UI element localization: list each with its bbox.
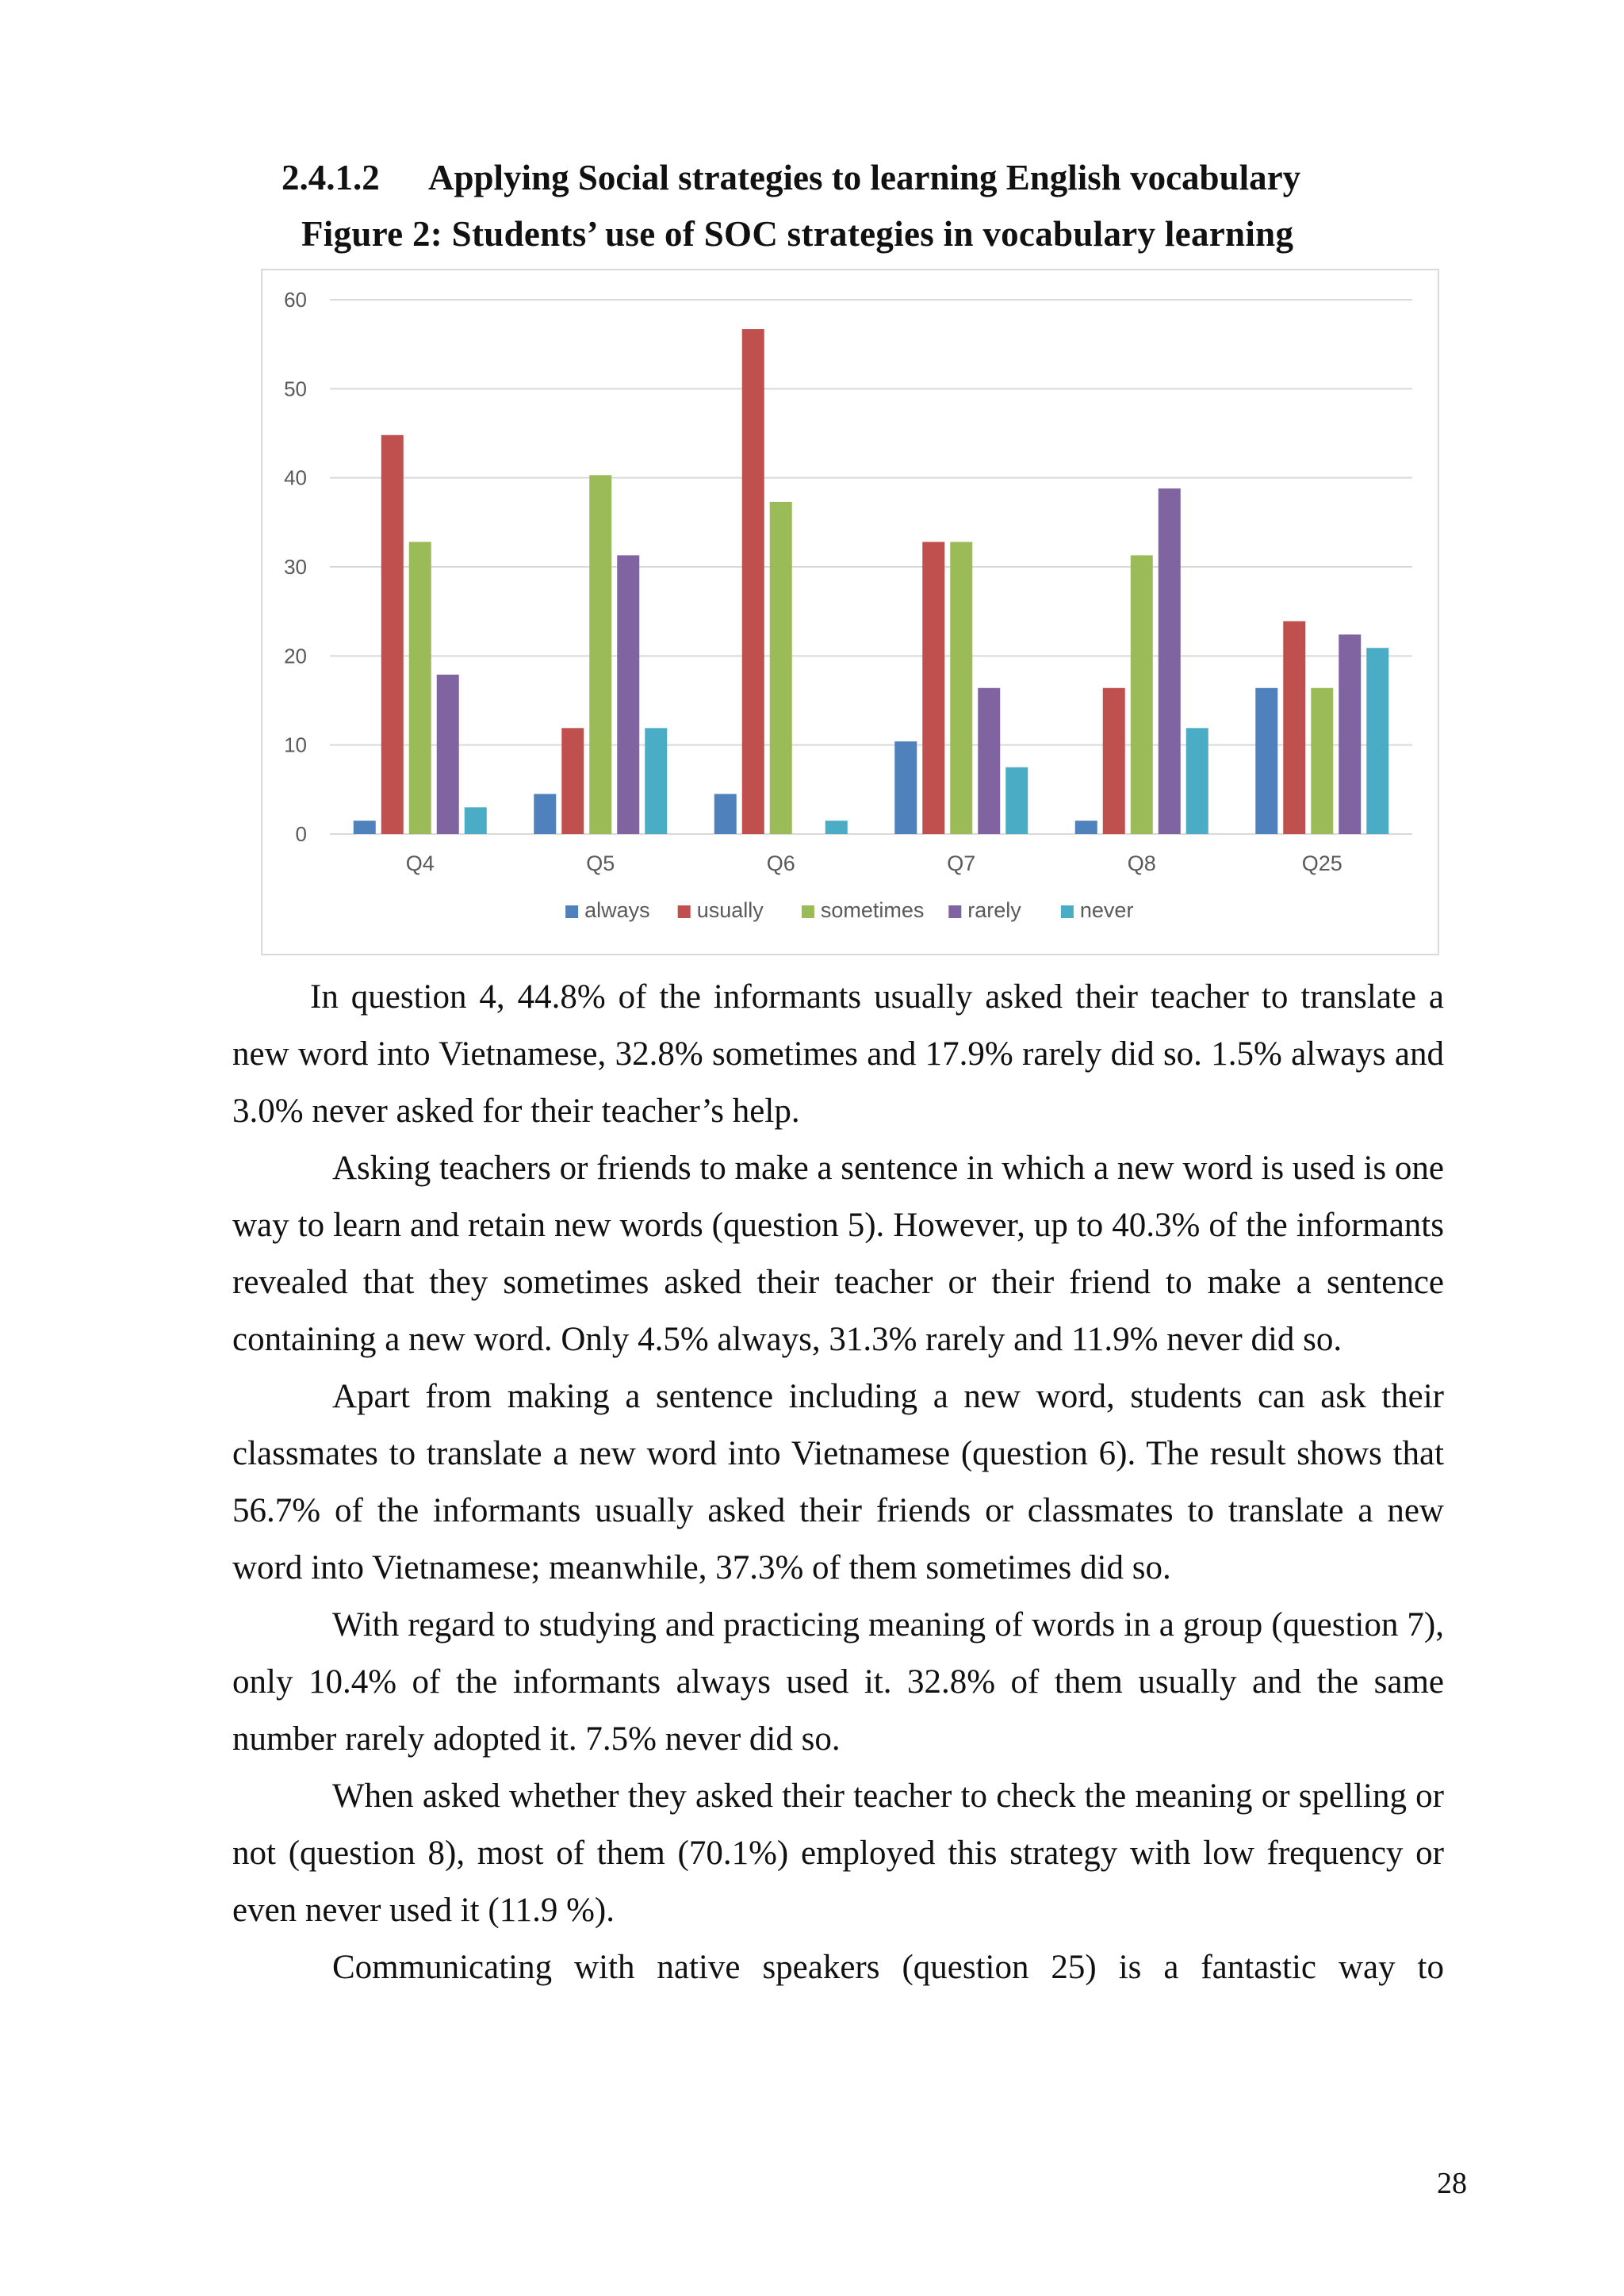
paragraph-2: Asking teachers or friends to make a sentence in which a new word is used is one way to learn and retain new words (question 5). However, up to 40.3% of the informants revealed that they sometimes asked their teacher or their friend to make a sentence containing a new word. Only 4.5% always, 31.3% rarely and 11.9% never did so.	[232, 1150, 1444, 1358]
paragraph-6: Communicating with native speakers (question 25) is a fantastic way to	[332, 1949, 1444, 1986]
bar-rarely-q25	[1339, 634, 1361, 834]
legend-label-never: never	[1079, 898, 1134, 922]
legend-swatch-sometimes	[802, 905, 814, 918]
legend-label-always: always	[584, 898, 650, 922]
bar-always-q5	[534, 794, 556, 834]
bar-usually-q5	[561, 728, 584, 834]
y-tick-label: 0	[295, 822, 307, 846]
bar-usually-q8	[1103, 688, 1125, 834]
y-tick-label: 20	[284, 644, 307, 668]
bar-always-q8	[1075, 821, 1097, 834]
x-tick-label: Q25	[1301, 851, 1342, 875]
legend-label-sometimes: sometimes	[820, 898, 925, 922]
x-tick-label: Q7	[947, 851, 976, 875]
bar-always-q4	[354, 821, 376, 834]
bar-sometimes-q8	[1131, 555, 1153, 834]
paragraph-5: When asked whether they asked their teacher to check the meaning or spelling or not (question 8), most of them (70.1%) employed this strategy with low frequency or even never used it (11.9 %).	[232, 1777, 1444, 1929]
bar-sometimes-q25	[1311, 688, 1333, 834]
bar-never-q8	[1186, 728, 1208, 834]
bar-usually-q4	[381, 435, 404, 834]
y-tick-label: 50	[284, 377, 307, 401]
bar-sometimes-q6	[770, 502, 792, 834]
section-title: Applying Social strategies to learning English vocabulary	[428, 158, 1301, 197]
paragraph-1: In question 4, 44.8% of the informants usually asked their teacher to translate a new word into Vietnamese, 32.8% sometimes and 17.9% rarely did so. 1.5% always and 3.0% never asked for their teacher’s help.	[232, 978, 1444, 1130]
bar-sometimes-q5	[589, 475, 611, 834]
x-tick-label: Q4	[405, 851, 435, 875]
bar-never-q6	[825, 821, 848, 834]
y-tick-label: 10	[284, 733, 307, 757]
body-text	[232, 969, 1444, 1996]
bar-never-q25	[1366, 648, 1388, 834]
x-tick-label: Q8	[1127, 851, 1156, 875]
legend-swatch-rarely	[948, 905, 961, 918]
bar-never-q4	[465, 807, 487, 834]
bar-rarely-q7	[978, 688, 1000, 834]
bar-always-q25	[1255, 688, 1277, 834]
legend-swatch-never	[1061, 905, 1074, 918]
x-tick-label: Q5	[586, 851, 615, 875]
bar-rarely-q4	[437, 675, 459, 834]
bar-sometimes-q4	[409, 542, 431, 834]
section-heading	[282, 155, 1471, 200]
page-number: 28	[1437, 2167, 1467, 2200]
paragraph-3: Apart from making a sentence including a new word, students can ask their classmates to translate a new word into Vietnamese (question 6). The result shows that 56.7% of the informants usually asked their friends or classmates to translate a new word into Vietnamese; meanwhile, 37.3% of them sometimes did so.	[232, 1378, 1444, 1586]
bar-usually-q7	[922, 542, 944, 834]
y-tick-label: 60	[284, 288, 307, 312]
bar-usually-q6	[742, 329, 764, 834]
bar-sometimes-q7	[950, 542, 972, 834]
bar-rarely-q5	[617, 555, 639, 834]
figure-title: Figure 2: Students’ use of SOC strategies in vocabulary learning	[301, 214, 1294, 254]
bar-always-q6	[714, 794, 737, 834]
bar-chart	[261, 269, 1439, 955]
chart-svg	[262, 270, 1441, 957]
section-number: 2.4.1.2	[282, 158, 380, 197]
x-tick-label: Q6	[766, 851, 795, 875]
y-tick-label: 40	[284, 465, 307, 490]
bar-never-q5	[645, 728, 667, 834]
bar-usually-q25	[1283, 622, 1305, 834]
bar-never-q7	[1005, 767, 1028, 834]
legend-swatch-always	[565, 905, 578, 918]
legend-swatch-usually	[678, 905, 691, 918]
legend-label-usually: usually	[696, 898, 764, 922]
bar-rarely-q8	[1159, 488, 1181, 834]
legend-label-rarely: rarely	[967, 898, 1021, 922]
y-tick-label: 30	[284, 555, 307, 579]
bar-always-q7	[894, 741, 917, 834]
paragraph-4: With regard to studying and practicing meaning of words in a group (question 7), only 10.4% of the informants always used it. 32.8% of them usually and the same number rarely adopted it. 7.5% never did so.	[232, 1606, 1444, 1758]
